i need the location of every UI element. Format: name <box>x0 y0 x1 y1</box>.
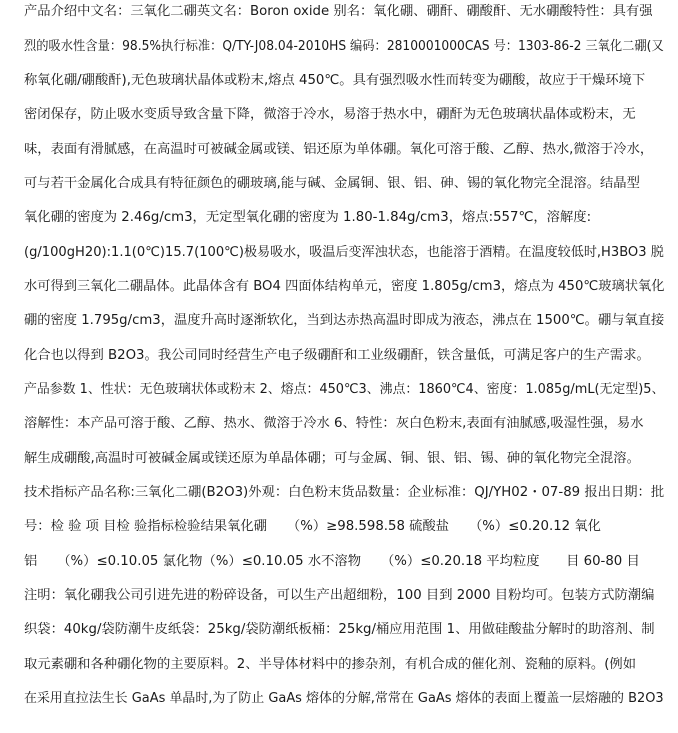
text-line: 解生成硼酸,高温时可被碱金属或镁还原为单晶体硼；可与金属、铜、银、铝、锡、砷的氧化物完全混溶。 <box>24 451 640 466</box>
text-line: 注明：氧化硼我公司引进先进的粉碎设备，可以生产出超细粉，100 目到 2000 目粉均可。包装方式防潮编 <box>24 588 655 603</box>
text-line: 产品参数 1、性状：无色玻璃状体或粉末 2、熔点：450℃3、沸点：1860℃4、密度：1.085g/mL(无定型)5、 <box>24 382 665 397</box>
text-line: 取元素硼和各种硼化物的主要原料。2、半导体材料中的掺杂剂，有机合成的催化剂、瓷釉的原料。(例如 <box>24 657 637 672</box>
text-line: (g/100gH20):1.1(0℃)15.7(100℃)极易吸水，吸温后变浑浊状态，也能溶于酒精。在温度较低时,H3BO3 脱 <box>24 245 664 260</box>
text-line: 产品介绍中文名：三氧化二硼英文名：Boron oxide 别名：氧化硼、硼酐、硼酸酐、无水硼酸特性：具有强 <box>24 4 653 19</box>
text-line: 可与若干金属化合成具有特征颜色的硼玻璃,能与碱、金属铜、银、铝、砷、锡的氧化物完全混溶。结晶型 <box>24 176 640 191</box>
text-line: 称氧化硼/硼酸酐),无色玻璃状晶体或粉末,熔点 450℃。具有强烈吸水性而转变为硼酸，故应于干燥环境下 <box>24 73 646 88</box>
text-line: 烈的吸水性含量：98.5%执行标准：Q/TY-J08.04-2010HS 编码：2810001000CAS 号：1303-86-2 三氧化二硼(又 <box>24 39 664 54</box>
text-line: 技术指标产品名称:三氧化二硼(B2O3)外观：白色粉末货品数量：企业标准：QJ/YH02・07-89 报出日期：批 <box>24 485 665 500</box>
text-line: 铝 （%）≤0.10.05 氯化物（%）≤0.10.05 水不溶物 （%）≤0.20.18 平均粒度 目 60-80 目 <box>24 554 640 569</box>
text-line: 密闭保存，防止吸水变质导致含量下降，微溶于冷水，易溶于热水中，硼酐为无色玻璃状晶体或粉末，无 <box>24 107 636 122</box>
text-line: 氧化硼的密度为 2.46g/cm3，无定型氧化硼的密度为 1.80-1.84g/cm3，熔点:557℃，溶解度: <box>24 210 592 225</box>
text-line: 硼的密度 1.795g/cm3，温度升高时逐渐软化，当到达赤热高温时即成为液态，沸点在 1500℃。硼与氧直接 <box>24 313 665 328</box>
text-line: 溶解性：本产品可溶于酸、乙醇、热水、微溶于冷水 6、特性：灰白色粉末,表面有油腻感,吸湿性强，易水 <box>24 416 644 431</box>
text-line: 在采用直拉法生长 GaAs 单晶时,为了防止 GaAs 熔体的分解,常常在 GaAs 熔体的表面上覆盖一层熔融的 B2O3 <box>24 691 664 706</box>
text-line: 味，表面有滑腻感，在高温时可被碱金属或镁、铝还原为单体硼。氧化可溶于酸、乙醇、热水,微溶于冷水， <box>24 142 654 157</box>
text-line: 水可得到三氧化二硼晶体。此晶体含有 BO4 四面体结构单元，密度 1.805g/cm3，熔点为 450℃玻璃状氧化 <box>24 279 665 294</box>
text-line: 号：检 验 项 目检 验指标检验结果氧化硼 （%）≥98.598.58 硫酸盐 （%）≤0.20.12 氧化 <box>24 519 601 534</box>
text-line: 化合也以得到 B2O3。我公司同时经营生产电子级硼酐和工业级硼酐，铁含量低，可满足客户的生产需求。 <box>24 348 650 363</box>
text-line: 织袋：40kg/袋防潮牛皮纸袋：25kg/袋防潮纸板桶：25kg/桶应用范围 1、用做硅酸盐分解时的助溶剂、制 <box>24 622 655 637</box>
